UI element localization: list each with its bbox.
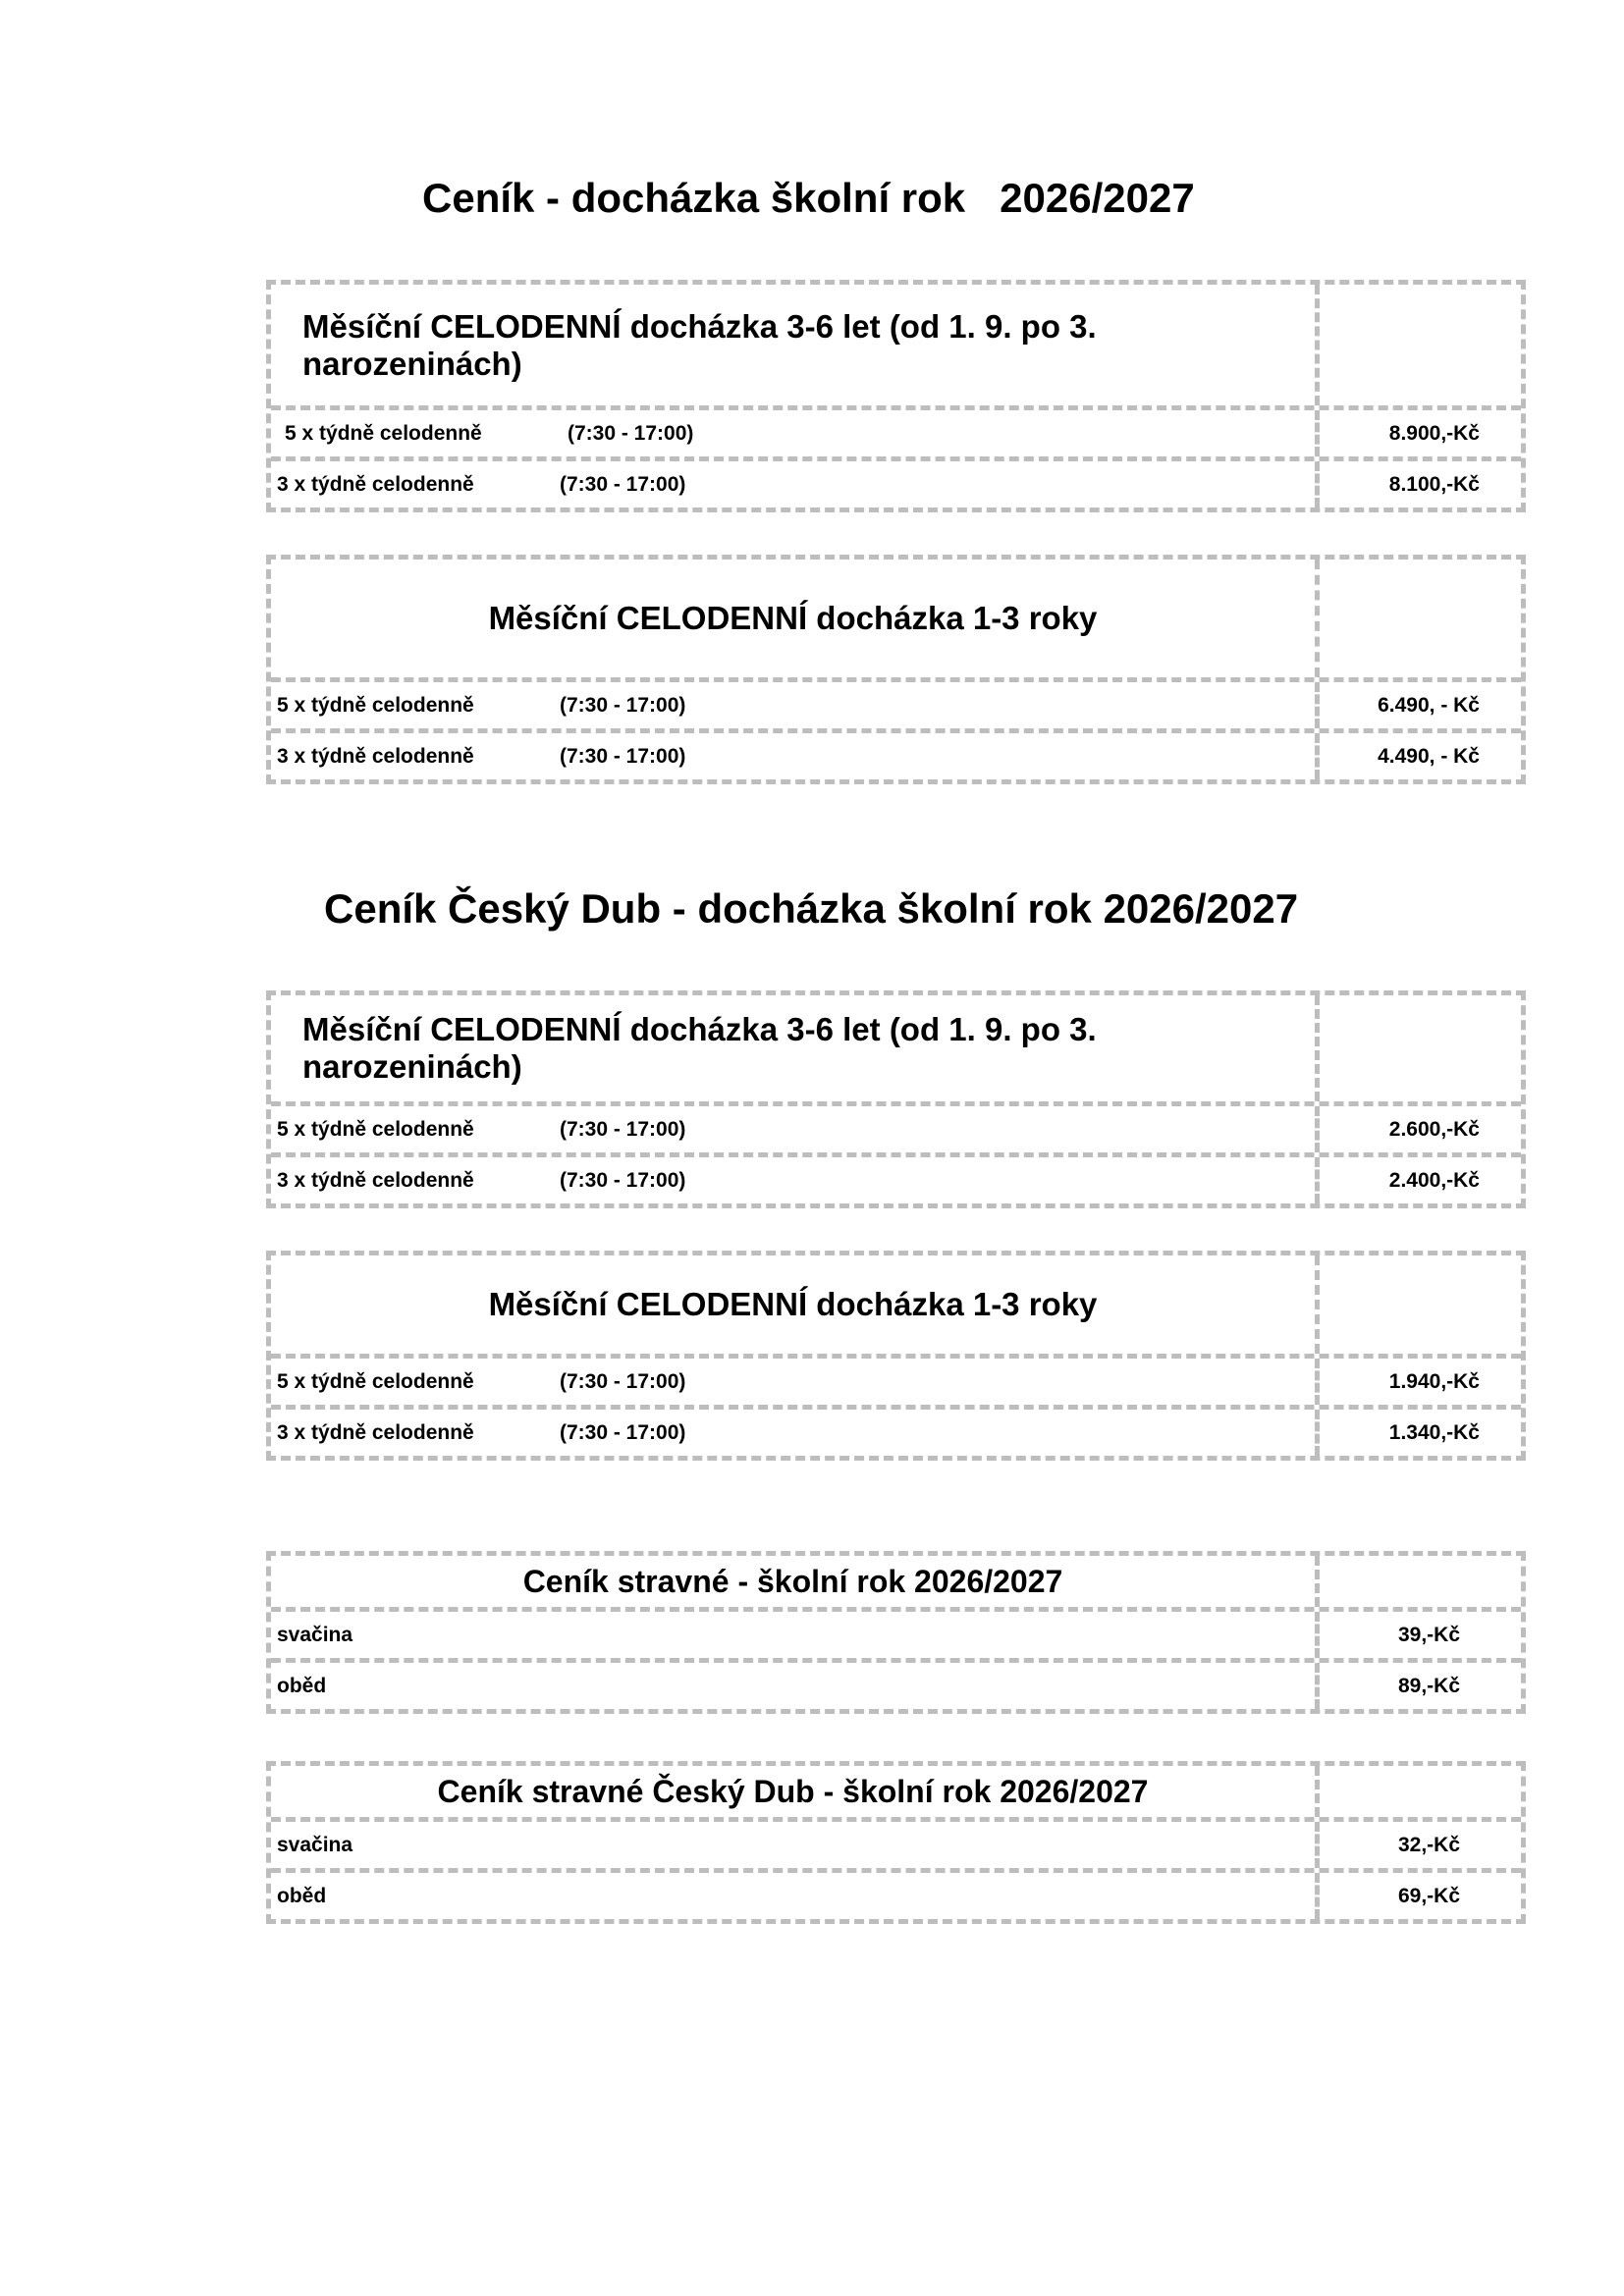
table-row [271, 1354, 1521, 1405]
table-header: Měsíční CELODENNÍ docházka 1-3 roky [271, 1255, 1320, 1354]
row-time: (7:30 - 17:00) [560, 1369, 686, 1393]
table-header-empty [1320, 560, 1521, 677]
table-header-row [271, 1255, 1521, 1354]
row-price: 39,-Kč [1397, 1623, 1460, 1646]
table-header-empty [1320, 1556, 1521, 1607]
table-header-empty [1320, 995, 1521, 1101]
row-price: 2.400,-Kč [1388, 1168, 1480, 1192]
price-table-3-6-cesky-dub [266, 990, 1526, 1208]
row-price: 89,-Kč [1397, 1674, 1460, 1697]
row-label: svačina [271, 1612, 1320, 1658]
row-price: 1.940,-Kč [1388, 1369, 1480, 1393]
table-header: Měsíční CELODENNÍ docházka 1-3 roky [271, 560, 1320, 677]
table-row [271, 456, 1521, 507]
table-row [271, 1817, 1521, 1868]
row-label: 3 x týdně celodenně [277, 472, 474, 496]
row-label: 5 x týdně celodenně [285, 421, 482, 445]
price-table-1-3-cesky-dub [266, 1251, 1526, 1461]
row-label: 3 x týdně celodenně [277, 1420, 474, 1444]
row-label: oběd [271, 1873, 1320, 1919]
table-header-empty [1320, 285, 1521, 405]
table-header-row [271, 285, 1521, 405]
table-header-empty [1320, 1766, 1521, 1817]
row-label: oběd [271, 1663, 1320, 1709]
table-row [271, 728, 1521, 779]
price-table-1-3 [266, 555, 1526, 784]
page-title: Ceník Český Dub - docházka školní rok 2026/2027 [324, 885, 1299, 932]
row-price: 8.900,-Kč [1388, 421, 1480, 445]
price-table-3-6 [266, 280, 1526, 512]
table-row [271, 1607, 1521, 1658]
row-time: (7:30 - 17:00) [560, 693, 686, 717]
row-label: 5 x týdně celodenně [277, 1117, 474, 1141]
table-header-row [271, 995, 1521, 1101]
row-price: 69,-Kč [1397, 1884, 1460, 1907]
table-row [271, 1152, 1521, 1203]
meal-table-cesky-dub [266, 1761, 1526, 1924]
row-price: 32,-Kč [1397, 1833, 1460, 1856]
row-label: 5 x týdně celodenně [277, 1369, 474, 1393]
meal-table [266, 1551, 1526, 1714]
row-time: (7:30 - 17:00) [560, 1420, 686, 1444]
table-row [271, 1405, 1521, 1456]
row-price: 1.340,-Kč [1388, 1420, 1480, 1444]
table-header-row [271, 1556, 1521, 1607]
row-label: 3 x týdně celodenně [277, 1168, 474, 1192]
page-title: Ceník - docházka školní rok 2026/2027 [422, 175, 1195, 221]
table-header-row [271, 560, 1521, 677]
table-row [271, 677, 1521, 728]
row-price: 2.600,-Kč [1388, 1117, 1480, 1141]
row-time: (7:30 - 17:00) [560, 744, 686, 768]
table-header: Ceník stravné - školní rok 2026/2027 [271, 1556, 1320, 1607]
row-label: 3 x týdně celodenně [277, 744, 474, 768]
row-time: (7:30 - 17:00) [560, 1117, 686, 1141]
table-header: Měsíční CELODENNÍ docházka 3-6 let (od 1. 9. po 3. narozeninách) [271, 285, 1320, 405]
table-header: Ceník stravné Český Dub - školní rok 2026/2027 [271, 1766, 1320, 1817]
row-time: (7:30 - 17:00) [560, 1168, 686, 1192]
table-header: Měsíční CELODENNÍ docházka 3-6 let (od 1. 9. po 3. narozeninách) [271, 995, 1320, 1101]
row-time: (7:30 - 17:00) [560, 472, 686, 496]
row-price: 6.490, - Kč [1378, 693, 1480, 717]
row-price: 8.100,-Kč [1388, 472, 1480, 496]
row-price: 4.490, - Kč [1378, 744, 1480, 768]
table-header-row [271, 1766, 1521, 1817]
row-time: (7:30 - 17:00) [568, 421, 694, 445]
table-header-empty [1320, 1255, 1521, 1354]
table-row [271, 1868, 1521, 1919]
table-row [271, 1101, 1521, 1152]
table-row [271, 1658, 1521, 1709]
table-row [271, 405, 1521, 456]
row-label: 5 x týdně celodenně [277, 693, 474, 717]
row-label: svačina [271, 1822, 1320, 1868]
